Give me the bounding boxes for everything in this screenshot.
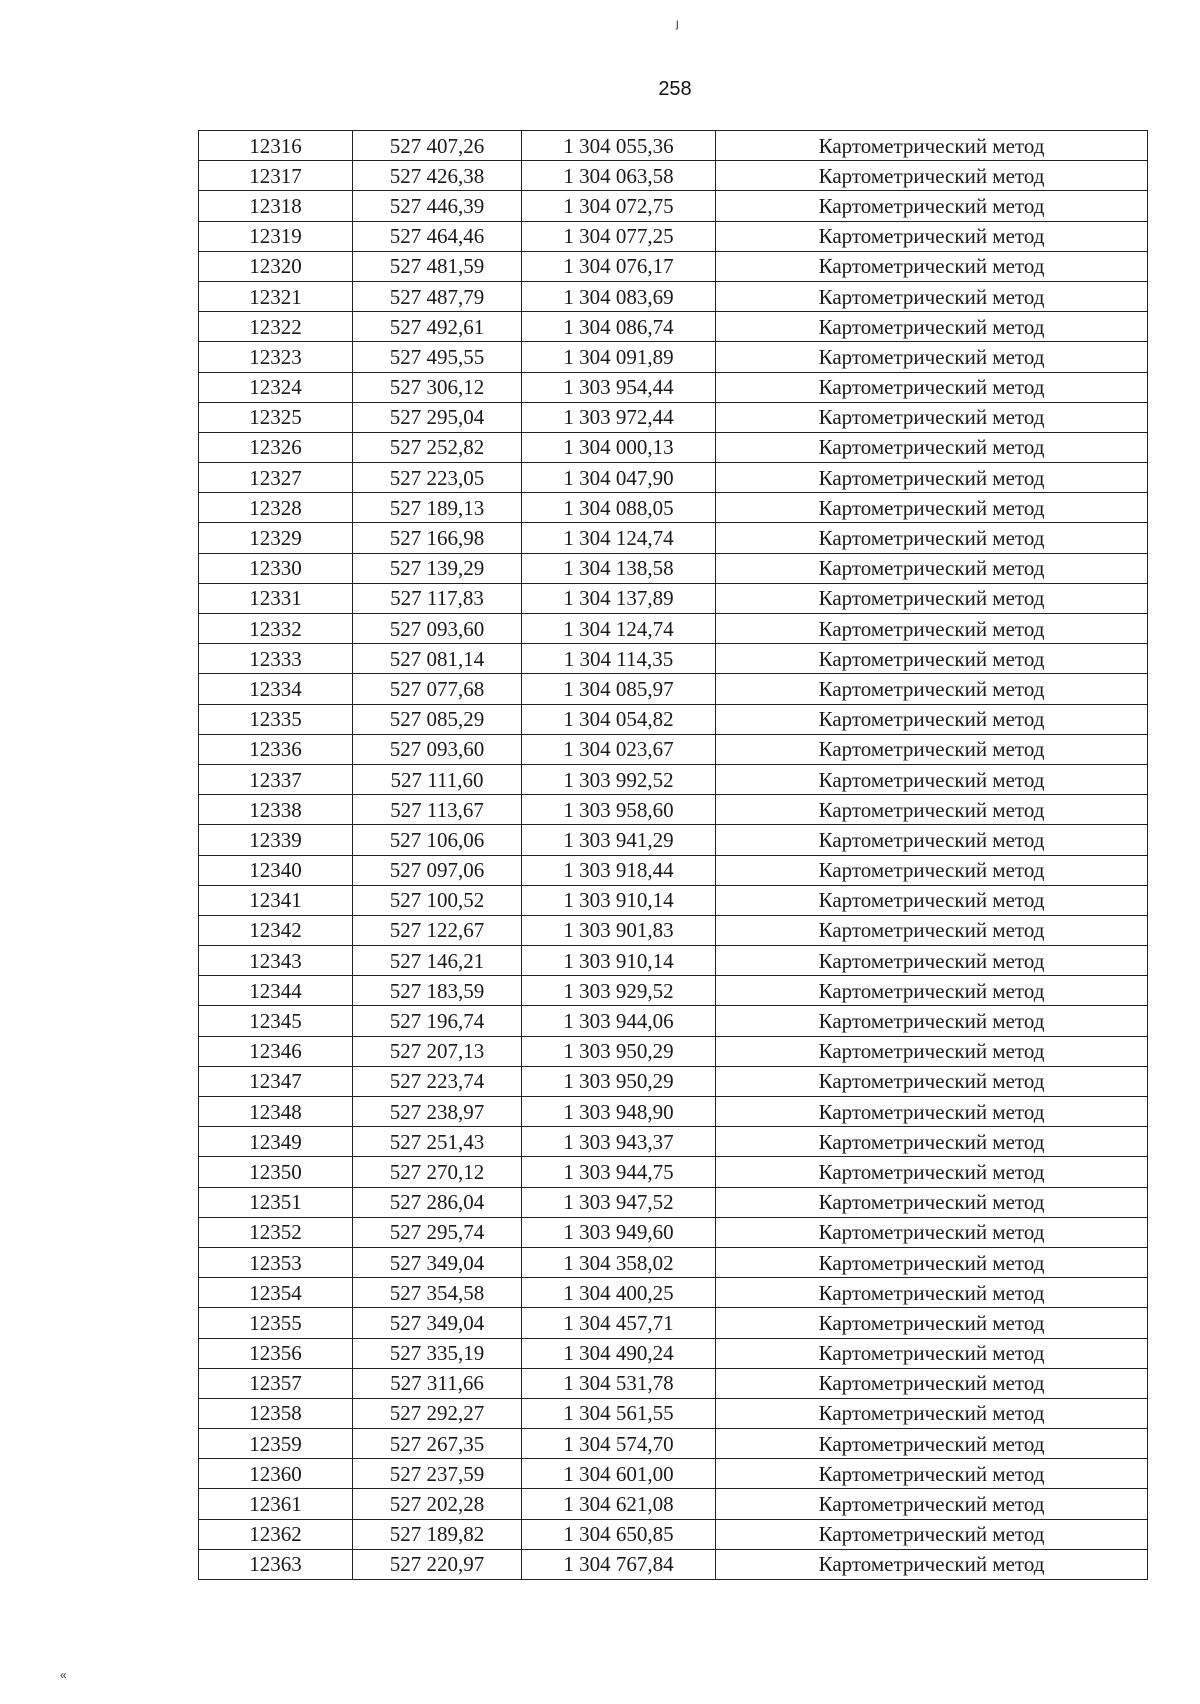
point-number-cell: 12341 bbox=[199, 885, 353, 915]
point-number-cell: 12329 bbox=[199, 523, 353, 553]
table-row bbox=[199, 1338, 1148, 1368]
method-cell: Картометрический метод bbox=[716, 1519, 1148, 1549]
point-number-cell: 12342 bbox=[199, 915, 353, 945]
x-coordinate-cell: 527 311,66 bbox=[353, 1368, 522, 1398]
x-coordinate-cell: 527 085,29 bbox=[353, 704, 522, 734]
y-coordinate-cell: 1 304 650,85 bbox=[522, 1519, 716, 1549]
table-row bbox=[199, 402, 1148, 432]
method-cell: Картометрический метод bbox=[716, 1398, 1148, 1428]
y-coordinate-cell: 1 303 958,60 bbox=[522, 795, 716, 825]
point-number-cell: 12352 bbox=[199, 1217, 353, 1247]
point-number-cell: 12355 bbox=[199, 1308, 353, 1338]
method-cell: Картометрический метод bbox=[716, 1247, 1148, 1277]
table-row bbox=[199, 644, 1148, 674]
coordinates-table bbox=[198, 130, 1148, 1580]
point-number-cell: 12353 bbox=[199, 1247, 353, 1277]
x-coordinate-cell: 527 106,06 bbox=[353, 825, 522, 855]
y-coordinate-cell: 1 303 910,14 bbox=[522, 946, 716, 976]
point-number-cell: 12356 bbox=[199, 1338, 353, 1368]
y-coordinate-cell: 1 304 085,97 bbox=[522, 674, 716, 704]
x-coordinate-cell: 527 166,98 bbox=[353, 523, 522, 553]
point-number-cell: 12336 bbox=[199, 734, 353, 764]
y-coordinate-cell: 1 304 072,75 bbox=[522, 191, 716, 221]
coordinates-table-body bbox=[199, 131, 1148, 1580]
point-number-cell: 12351 bbox=[199, 1187, 353, 1217]
x-coordinate-cell: 527 492,61 bbox=[353, 312, 522, 342]
point-number-cell: 12328 bbox=[199, 493, 353, 523]
y-coordinate-cell: 1 304 063,58 bbox=[522, 161, 716, 191]
table-row bbox=[199, 825, 1148, 855]
table-row bbox=[199, 1459, 1148, 1489]
table-row bbox=[199, 1308, 1148, 1338]
table-row bbox=[199, 221, 1148, 251]
method-cell: Картометрический метод bbox=[716, 795, 1148, 825]
y-coordinate-cell: 1 304 055,36 bbox=[522, 131, 716, 161]
point-number-cell: 12327 bbox=[199, 463, 353, 493]
y-coordinate-cell: 1 304 086,74 bbox=[522, 312, 716, 342]
table-row bbox=[199, 976, 1148, 1006]
x-coordinate-cell: 527 481,59 bbox=[353, 251, 522, 281]
y-coordinate-cell: 1 304 088,05 bbox=[522, 493, 716, 523]
table-row bbox=[199, 734, 1148, 764]
y-coordinate-cell: 1 304 531,78 bbox=[522, 1368, 716, 1398]
method-cell: Картометрический метод bbox=[716, 342, 1148, 372]
method-cell: Картометрический метод bbox=[716, 1036, 1148, 1066]
point-number-cell: 12346 bbox=[199, 1036, 353, 1066]
point-number-cell: 12348 bbox=[199, 1097, 353, 1127]
point-number-cell: 12347 bbox=[199, 1066, 353, 1096]
table-row bbox=[199, 463, 1148, 493]
table-row bbox=[199, 493, 1148, 523]
y-coordinate-cell: 1 304 358,02 bbox=[522, 1247, 716, 1277]
x-coordinate-cell: 527 349,04 bbox=[353, 1308, 522, 1338]
table-row bbox=[199, 1368, 1148, 1398]
y-coordinate-cell: 1 304 561,55 bbox=[522, 1398, 716, 1428]
y-coordinate-cell: 1 304 083,69 bbox=[522, 281, 716, 311]
table-row bbox=[199, 1097, 1148, 1127]
y-coordinate-cell: 1 304 077,25 bbox=[522, 221, 716, 251]
method-cell: Картометрический метод bbox=[716, 1187, 1148, 1217]
table-row bbox=[199, 523, 1148, 553]
method-cell: Картометрический метод bbox=[716, 1549, 1148, 1579]
point-number-cell: 12325 bbox=[199, 402, 353, 432]
y-coordinate-cell: 1 304 076,17 bbox=[522, 251, 716, 281]
method-cell: Картометрический метод bbox=[716, 131, 1148, 161]
x-coordinate-cell: 527 111,60 bbox=[353, 764, 522, 794]
x-coordinate-cell: 527 354,58 bbox=[353, 1278, 522, 1308]
table-row bbox=[199, 1489, 1148, 1519]
y-coordinate-cell: 1 304 400,25 bbox=[522, 1278, 716, 1308]
x-coordinate-cell: 527 495,55 bbox=[353, 342, 522, 372]
y-coordinate-cell: 1 304 091,89 bbox=[522, 342, 716, 372]
x-coordinate-cell: 527 122,67 bbox=[353, 915, 522, 945]
x-coordinate-cell: 527 146,21 bbox=[353, 946, 522, 976]
table-row bbox=[199, 704, 1148, 734]
x-coordinate-cell: 527 207,13 bbox=[353, 1036, 522, 1066]
x-coordinate-cell: 527 093,60 bbox=[353, 614, 522, 644]
point-number-cell: 12324 bbox=[199, 372, 353, 402]
x-coordinate-cell: 527 113,67 bbox=[353, 795, 522, 825]
table-row bbox=[199, 1278, 1148, 1308]
point-number-cell: 12339 bbox=[199, 825, 353, 855]
x-coordinate-cell: 527 100,52 bbox=[353, 885, 522, 915]
method-cell: Картометрический метод bbox=[716, 221, 1148, 251]
table-row bbox=[199, 674, 1148, 704]
method-cell: Картометрический метод bbox=[716, 312, 1148, 342]
x-coordinate-cell: 527 093,60 bbox=[353, 734, 522, 764]
table-row bbox=[199, 553, 1148, 583]
y-coordinate-cell: 1 303 992,52 bbox=[522, 764, 716, 794]
method-cell: Картометрический метод bbox=[716, 281, 1148, 311]
table-row bbox=[199, 1247, 1148, 1277]
point-number-cell: 12337 bbox=[199, 764, 353, 794]
table-row bbox=[199, 312, 1148, 342]
table-row bbox=[199, 885, 1148, 915]
method-cell: Картометрический метод bbox=[716, 764, 1148, 794]
method-cell: Картометрический метод bbox=[716, 946, 1148, 976]
point-number-cell: 12326 bbox=[199, 432, 353, 462]
point-number-cell: 12321 bbox=[199, 281, 353, 311]
table-row bbox=[199, 1217, 1148, 1247]
point-number-cell: 12335 bbox=[199, 704, 353, 734]
point-number-cell: 12318 bbox=[199, 191, 353, 221]
table-row bbox=[199, 1187, 1148, 1217]
point-number-cell: 12343 bbox=[199, 946, 353, 976]
table-row bbox=[199, 855, 1148, 885]
method-cell: Картометрический метод bbox=[716, 1217, 1148, 1247]
x-coordinate-cell: 527 446,39 bbox=[353, 191, 522, 221]
x-coordinate-cell: 527 252,82 bbox=[353, 432, 522, 462]
table-row bbox=[199, 583, 1148, 613]
point-number-cell: 12362 bbox=[199, 1519, 353, 1549]
x-coordinate-cell: 527 189,13 bbox=[353, 493, 522, 523]
x-coordinate-cell: 527 295,04 bbox=[353, 402, 522, 432]
y-coordinate-cell: 1 303 918,44 bbox=[522, 855, 716, 885]
y-coordinate-cell: 1 303 941,29 bbox=[522, 825, 716, 855]
point-number-cell: 12357 bbox=[199, 1368, 353, 1398]
table-row bbox=[199, 432, 1148, 462]
method-cell: Картометрический метод bbox=[716, 1308, 1148, 1338]
y-coordinate-cell: 1 304 138,58 bbox=[522, 553, 716, 583]
x-coordinate-cell: 527 306,12 bbox=[353, 372, 522, 402]
table-row bbox=[199, 161, 1148, 191]
x-coordinate-cell: 527 220,97 bbox=[353, 1549, 522, 1579]
x-coordinate-cell: 527 139,29 bbox=[353, 553, 522, 583]
method-cell: Картометрический метод bbox=[716, 1338, 1148, 1368]
method-cell: Картометрический метод bbox=[716, 432, 1148, 462]
point-number-cell: 12345 bbox=[199, 1006, 353, 1036]
method-cell: Картометрический метод bbox=[716, 1459, 1148, 1489]
y-coordinate-cell: 1 303 949,60 bbox=[522, 1217, 716, 1247]
table-row bbox=[199, 946, 1148, 976]
method-cell: Картометрический метод bbox=[716, 1429, 1148, 1459]
method-cell: Картометрический метод bbox=[716, 704, 1148, 734]
y-coordinate-cell: 1 304 490,24 bbox=[522, 1338, 716, 1368]
x-coordinate-cell: 527 237,59 bbox=[353, 1459, 522, 1489]
method-cell: Картометрический метод bbox=[716, 583, 1148, 613]
point-number-cell: 12317 bbox=[199, 161, 353, 191]
method-cell: Картометрический метод bbox=[716, 976, 1148, 1006]
point-number-cell: 12331 bbox=[199, 583, 353, 613]
y-coordinate-cell: 1 304 137,89 bbox=[522, 583, 716, 613]
method-cell: Картометрический метод bbox=[716, 614, 1148, 644]
y-coordinate-cell: 1 304 054,82 bbox=[522, 704, 716, 734]
method-cell: Картометрический метод bbox=[716, 1097, 1148, 1127]
method-cell: Картометрический метод bbox=[716, 161, 1148, 191]
x-coordinate-cell: 527 286,04 bbox=[353, 1187, 522, 1217]
method-cell: Картометрический метод bbox=[716, 553, 1148, 583]
method-cell: Картометрический метод bbox=[716, 372, 1148, 402]
scan-artifact-mark: ȷ bbox=[676, 16, 679, 30]
y-coordinate-cell: 1 304 601,00 bbox=[522, 1459, 716, 1489]
method-cell: Картометрический метод bbox=[716, 191, 1148, 221]
table-row bbox=[199, 342, 1148, 372]
x-coordinate-cell: 527 251,43 bbox=[353, 1127, 522, 1157]
y-coordinate-cell: 1 303 944,06 bbox=[522, 1006, 716, 1036]
x-coordinate-cell: 527 183,59 bbox=[353, 976, 522, 1006]
y-coordinate-cell: 1 303 950,29 bbox=[522, 1036, 716, 1066]
y-coordinate-cell: 1 303 950,29 bbox=[522, 1066, 716, 1096]
method-cell: Картометрический метод bbox=[716, 493, 1148, 523]
table-row bbox=[199, 1006, 1148, 1036]
x-coordinate-cell: 527 349,04 bbox=[353, 1247, 522, 1277]
table-row bbox=[199, 764, 1148, 794]
table-row bbox=[199, 915, 1148, 945]
table-row bbox=[199, 251, 1148, 281]
y-coordinate-cell: 1 304 000,13 bbox=[522, 432, 716, 462]
y-coordinate-cell: 1 303 943,37 bbox=[522, 1127, 716, 1157]
table-row bbox=[199, 281, 1148, 311]
point-number-cell: 12354 bbox=[199, 1278, 353, 1308]
point-number-cell: 12319 bbox=[199, 221, 353, 251]
y-coordinate-cell: 1 303 954,44 bbox=[522, 372, 716, 402]
y-coordinate-cell: 1 303 929,52 bbox=[522, 976, 716, 1006]
y-coordinate-cell: 1 303 972,44 bbox=[522, 402, 716, 432]
method-cell: Картометрический метод bbox=[716, 915, 1148, 945]
method-cell: Картометрический метод bbox=[716, 1368, 1148, 1398]
method-cell: Картометрический метод bbox=[716, 1157, 1148, 1187]
y-coordinate-cell: 1 303 910,14 bbox=[522, 885, 716, 915]
x-coordinate-cell: 527 077,68 bbox=[353, 674, 522, 704]
point-number-cell: 12323 bbox=[199, 342, 353, 372]
y-coordinate-cell: 1 303 948,90 bbox=[522, 1097, 716, 1127]
point-number-cell: 12322 bbox=[199, 312, 353, 342]
point-number-cell: 12333 bbox=[199, 644, 353, 674]
method-cell: Картометрический метод bbox=[716, 674, 1148, 704]
x-coordinate-cell: 527 407,26 bbox=[353, 131, 522, 161]
point-number-cell: 12344 bbox=[199, 976, 353, 1006]
method-cell: Картометрический метод bbox=[716, 523, 1148, 553]
method-cell: Картометрический метод bbox=[716, 855, 1148, 885]
point-number-cell: 12361 bbox=[199, 1489, 353, 1519]
method-cell: Картометрический метод bbox=[716, 1489, 1148, 1519]
x-coordinate-cell: 527 426,38 bbox=[353, 161, 522, 191]
y-coordinate-cell: 1 304 457,71 bbox=[522, 1308, 716, 1338]
x-coordinate-cell: 527 117,83 bbox=[353, 583, 522, 613]
x-coordinate-cell: 527 097,06 bbox=[353, 855, 522, 885]
x-coordinate-cell: 527 238,97 bbox=[353, 1097, 522, 1127]
x-coordinate-cell: 527 223,05 bbox=[353, 463, 522, 493]
method-cell: Картометрический метод bbox=[716, 644, 1148, 674]
method-cell: Картометрический метод bbox=[716, 1278, 1148, 1308]
method-cell: Картометрический метод bbox=[716, 825, 1148, 855]
point-number-cell: 12349 bbox=[199, 1127, 353, 1157]
table-row bbox=[199, 191, 1148, 221]
x-coordinate-cell: 527 292,27 bbox=[353, 1398, 522, 1428]
point-number-cell: 12340 bbox=[199, 855, 353, 885]
point-number-cell: 12359 bbox=[199, 1429, 353, 1459]
x-coordinate-cell: 527 464,46 bbox=[353, 221, 522, 251]
method-cell: Картометрический метод bbox=[716, 1006, 1148, 1036]
x-coordinate-cell: 527 487,79 bbox=[353, 281, 522, 311]
x-coordinate-cell: 527 335,19 bbox=[353, 1338, 522, 1368]
y-coordinate-cell: 1 303 901,83 bbox=[522, 915, 716, 945]
table-row bbox=[199, 372, 1148, 402]
y-coordinate-cell: 1 304 047,90 bbox=[522, 463, 716, 493]
y-coordinate-cell: 1 304 124,74 bbox=[522, 614, 716, 644]
table-row bbox=[199, 614, 1148, 644]
scan-artifact-mark: « bbox=[60, 1668, 67, 1682]
table-row bbox=[199, 795, 1148, 825]
point-number-cell: 12363 bbox=[199, 1549, 353, 1579]
point-number-cell: 12350 bbox=[199, 1157, 353, 1187]
table-row bbox=[199, 1549, 1148, 1579]
point-number-cell: 12320 bbox=[199, 251, 353, 281]
point-number-cell: 12334 bbox=[199, 674, 353, 704]
method-cell: Картометрический метод bbox=[716, 251, 1148, 281]
table-row bbox=[199, 1157, 1148, 1187]
table-row bbox=[199, 1398, 1148, 1428]
x-coordinate-cell: 527 081,14 bbox=[353, 644, 522, 674]
table-row bbox=[199, 1519, 1148, 1549]
x-coordinate-cell: 527 202,28 bbox=[353, 1489, 522, 1519]
point-number-cell: 12332 bbox=[199, 614, 353, 644]
table-row bbox=[199, 1066, 1148, 1096]
method-cell: Картометрический метод bbox=[716, 402, 1148, 432]
method-cell: Картометрический метод bbox=[716, 885, 1148, 915]
table-row bbox=[199, 1036, 1148, 1066]
x-coordinate-cell: 527 270,12 bbox=[353, 1157, 522, 1187]
y-coordinate-cell: 1 303 944,75 bbox=[522, 1157, 716, 1187]
y-coordinate-cell: 1 304 023,67 bbox=[522, 734, 716, 764]
x-coordinate-cell: 527 196,74 bbox=[353, 1006, 522, 1036]
x-coordinate-cell: 527 267,35 bbox=[353, 1429, 522, 1459]
point-number-cell: 12338 bbox=[199, 795, 353, 825]
point-number-cell: 12360 bbox=[199, 1459, 353, 1489]
method-cell: Картометрический метод bbox=[716, 463, 1148, 493]
y-coordinate-cell: 1 304 621,08 bbox=[522, 1489, 716, 1519]
y-coordinate-cell: 1 304 574,70 bbox=[522, 1429, 716, 1459]
page-number: 258 bbox=[658, 78, 692, 100]
point-number-cell: 12358 bbox=[199, 1398, 353, 1428]
y-coordinate-cell: 1 304 114,35 bbox=[522, 644, 716, 674]
x-coordinate-cell: 527 189,82 bbox=[353, 1519, 522, 1549]
y-coordinate-cell: 1 304 767,84 bbox=[522, 1549, 716, 1579]
point-number-cell: 12316 bbox=[199, 131, 353, 161]
table-row bbox=[199, 131, 1148, 161]
table-row bbox=[199, 1429, 1148, 1459]
x-coordinate-cell: 527 223,74 bbox=[353, 1066, 522, 1096]
y-coordinate-cell: 1 304 124,74 bbox=[522, 523, 716, 553]
method-cell: Картометрический метод bbox=[716, 1066, 1148, 1096]
table-row bbox=[199, 1127, 1148, 1157]
method-cell: Картометрический метод bbox=[716, 734, 1148, 764]
point-number-cell: 12330 bbox=[199, 553, 353, 583]
method-cell: Картометрический метод bbox=[716, 1127, 1148, 1157]
x-coordinate-cell: 527 295,74 bbox=[353, 1217, 522, 1247]
y-coordinate-cell: 1 303 947,52 bbox=[522, 1187, 716, 1217]
